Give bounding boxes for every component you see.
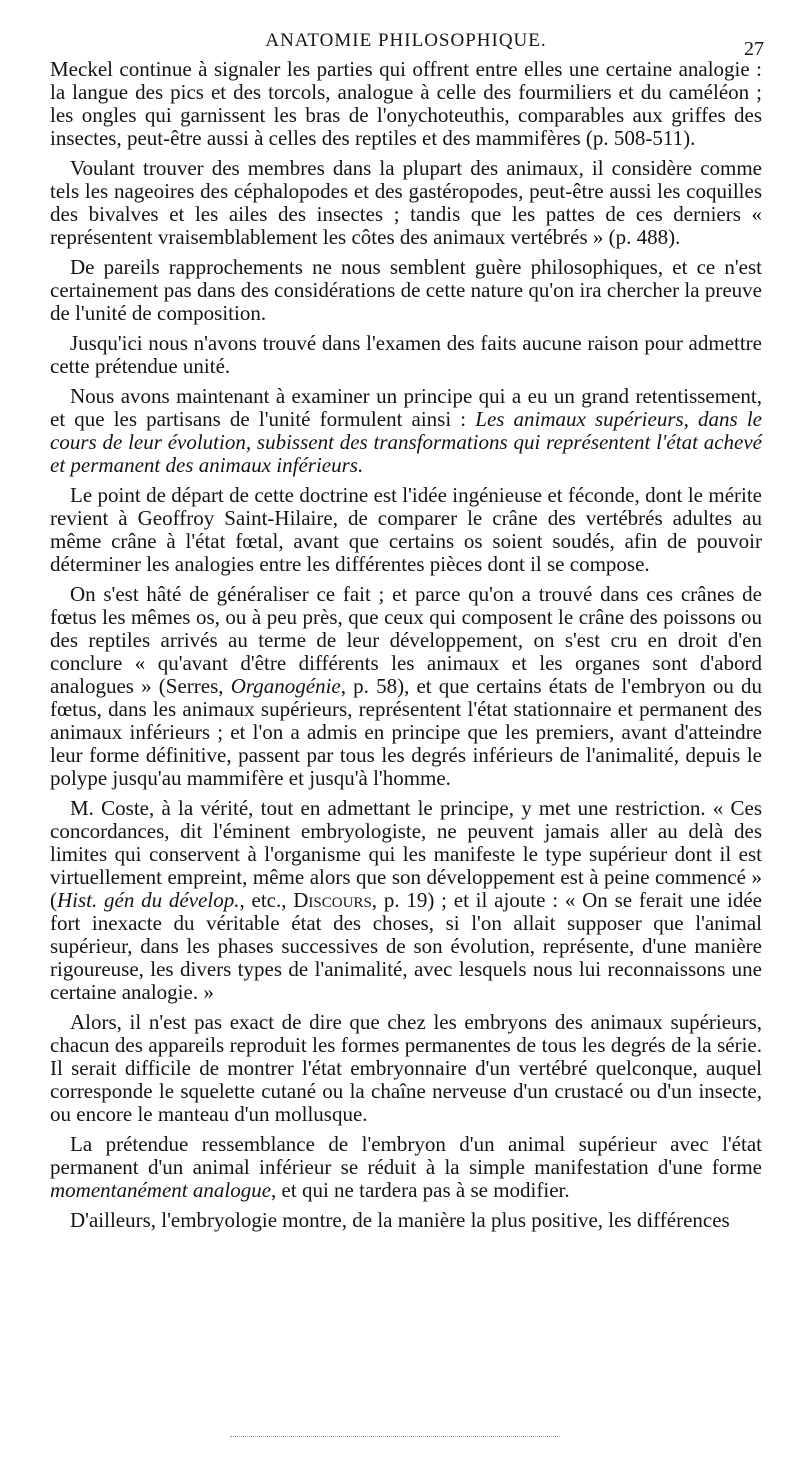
page-number: 27	[744, 38, 764, 60]
text-run: Meckel continue à signaler les parties qui offrent entre elles une certaine analogie : la langue des pics et des torcols, analogue à celle des fourmiliers et du caméléon ; les ongles qui garnissent les bras de l'onychoteuthis, comparables aux griffes des insectes, peut-être aussi à celles des reptiles et des mammifères (p. 508-511).	[50, 57, 762, 150]
footer-rule	[230, 1436, 560, 1437]
book-page	[50, 28, 762, 1239]
body-text	[50, 58, 762, 1232]
italic-text: Organogénie	[230, 674, 341, 698]
text-run: , p. 58), et que certains états de l'embryon ou du fœtus, dans les animaux supérieurs, représentent l'état stationnaire et permanent des animaux inférieurs ; et l'on a admis en principe que les premiers, avant d'atteindre leur forme définitive, passent par tous les degrés inférieurs de l'animalité, depuis le polype jusqu'au mammifère et jusqu'à l'homme.	[50, 674, 762, 790]
paragraph	[50, 1133, 762, 1202]
paragraph	[50, 797, 762, 1004]
text-run: D'ailleurs, l'embryologie montre, de la manière la plus positive, les différences	[70, 1208, 730, 1232]
text-run: Nous avons maintenant à examiner un principe qui a eu un grand retentissement, et que les partisans de l'unité formulent ainsi :	[50, 384, 762, 431]
paragraph	[50, 256, 762, 325]
paragraph	[50, 58, 762, 150]
paragraph	[50, 484, 762, 576]
text-run: , etc.,	[239, 888, 294, 912]
text-run: De pareils rapprochements ne nous semblent guère philosophiques, et ce n'est certainement pas dans des considérations de cette nature qu'on ira chercher la preuve de l'unité de composition.	[50, 255, 762, 325]
paragraph	[50, 385, 762, 477]
text-run: , p. 19) ; et il ajoute : « On se ferait une idée fort inexacte du véritable état des choses, si l'on allait supposer que l'animal supérieur, dans les phases successives de son évolution, représente, d'une manière rigoureuse, les divers types de l'animalité, avec lesquels nous lui reconnaissons une certaine analogie. »	[50, 888, 762, 1004]
text-run: On s'est hâté de généraliser ce fait ; et parce qu'on a trouvé dans ces crânes de fœtus les mêmes os, ou à peu près, que ceux qui composent le crâne des poissons ou des reptiles arrivés au terme de leur développement, on s'est cru en droit d'en conclure « qu'avant d'être différents les animaux et les organes sont d'abord analogues » (Serres,	[50, 582, 762, 698]
page-header	[50, 28, 762, 58]
paragraph	[50, 583, 762, 790]
italic-text: momentanément analogue	[50, 1178, 272, 1202]
paragraph	[50, 1209, 762, 1232]
paragraph	[50, 157, 762, 249]
text-run: Le point de départ de cette doctrine est l'idée ingénieuse et féconde, dont le mérite revient à Geoffroy Saint-Hilaire, de comparer le crâne des vertébrés adultes au même crâne à l'état fœtal, avant que certains os soient soudés, afin de pouvoir déterminer les analogies entre les différentes pièces dont il se compose.	[50, 483, 762, 576]
small-caps-text: Discours	[293, 888, 372, 912]
text-run: M. Coste, à la vérité, tout en admettant le principe, y met une restriction. « Ces concordances, dit l'éminent embryologiste, ne peuvent jamais aller au delà des limites qui conservent à l'organisme qui les manifeste le type supérieur dont il est virtuellement empreint, même alors que son développement est à peine commencé » (	[50, 796, 762, 912]
running-title: ANATOMIE PHILOSOPHIQUE.	[265, 30, 547, 51]
text-run: Voulant trouver des membres dans la plupart des animaux, il considère comme tels les nageoires des céphalopodes et des gastéropodes, peut-être aussi les coquilles des bivalves et les ailes des insectes ; tandis que les pattes de ces derniers « représentent vraisemblablement les côtes des animaux vertébrés » (p. 488).	[50, 156, 762, 249]
italic-text: Les animaux supérieurs, dans le cours de leur évolution, subissent des transformations qui représentent l'état achevé et permanent des animaux inférieurs.	[50, 407, 762, 477]
paragraph	[50, 332, 762, 378]
text-run: Jusqu'ici nous n'avons trouvé dans l'examen des faits aucune raison pour admettre cette prétendue unité.	[50, 331, 762, 378]
text-run: , et qui ne tardera pas à se modifier.	[271, 1178, 570, 1202]
text-run: La prétendue ressemblance de l'embryon d'un animal supérieur avec l'état permanent d'un animal inférieur se réduit à la simple manifestation d'une forme	[50, 1132, 762, 1179]
paragraph	[50, 1011, 762, 1126]
text-run: Alors, il n'est pas exact de dire que chez les embryons des animaux supérieurs, chacun des appareils reproduit les formes permanentes de tous les degrés de la série. Il serait difficile de montrer l'état embryonnaire d'un vertébré quelconque, auquel corresponde le squelette cutané ou la chaîne nerveuse d'un crustacé ou d'un insecte, ou encore le manteau d'un mollusque.	[50, 1010, 762, 1126]
italic-text: Hist. gén du dévelop.	[57, 888, 240, 912]
